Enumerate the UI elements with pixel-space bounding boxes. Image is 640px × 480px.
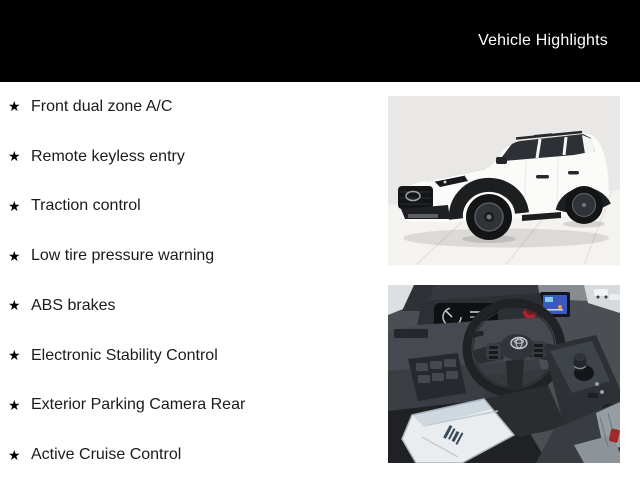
feature-label: Remote keyless entry <box>31 147 185 165</box>
star-bullet-icon: ★ <box>8 396 21 413</box>
feature-item <box>8 331 394 381</box>
front-wheel <box>466 194 512 240</box>
feature-item <box>8 381 394 431</box>
feature-label: Active Cruise Control <box>31 446 182 464</box>
feature-label: Low tire pressure warning <box>31 247 215 265</box>
feature-label: Front dual zone A/C <box>31 97 173 115</box>
feature-label: Traction control <box>31 197 141 215</box>
interior-photo-graphic <box>388 285 620 463</box>
star-bullet-icon: ★ <box>8 446 21 463</box>
star-bullet-icon: ★ <box>8 197 21 214</box>
rear-wheel <box>565 186 603 224</box>
feature-item <box>8 132 394 182</box>
feature-label: Exterior Parking Camera Rear <box>31 396 246 414</box>
switch-panel <box>408 353 466 401</box>
feature-list <box>0 82 394 480</box>
feature-item <box>8 82 394 132</box>
toyota-emblem-icon <box>511 338 527 349</box>
feature-label: ABS brakes <box>31 296 116 314</box>
star-bullet-icon: ★ <box>8 297 21 314</box>
exterior-photo-graphic <box>388 96 620 265</box>
star-bullet-icon: ★ <box>8 347 21 364</box>
feature-label: Electronic Stability Control <box>31 346 218 364</box>
interior-photo <box>388 285 620 463</box>
gear-shifter <box>574 353 587 371</box>
star-bullet-icon: ★ <box>8 148 21 165</box>
feature-item <box>8 281 394 331</box>
star-bullet-icon: ★ <box>8 98 21 115</box>
exterior-photo <box>388 96 620 265</box>
page-title: Vehicle Highlights <box>478 32 608 49</box>
star-bullet-icon: ★ <box>8 247 21 264</box>
feature-item <box>8 231 394 281</box>
feature-item <box>8 182 394 232</box>
feature-item <box>8 430 394 480</box>
grille <box>398 186 433 209</box>
header-bar <box>0 0 640 82</box>
side-mirror <box>496 157 507 164</box>
